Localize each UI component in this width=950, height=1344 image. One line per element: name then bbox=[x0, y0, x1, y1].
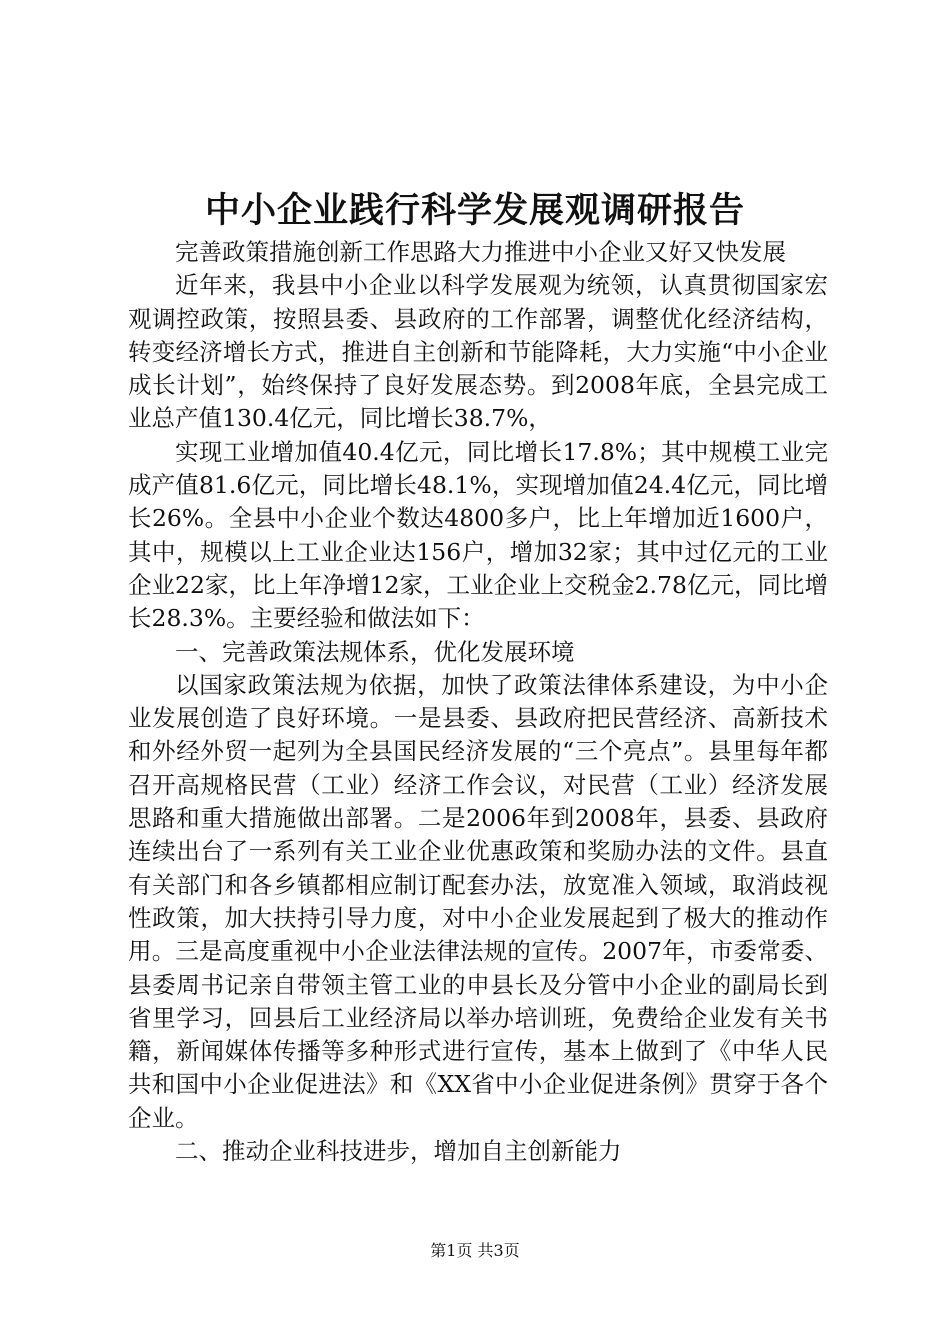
page-number-footer: 第1页 共3页 bbox=[430, 1241, 520, 1260]
section-heading: 一、完善政策法规体系，优化发展环境 bbox=[175, 637, 575, 666]
subtitle-paragraph: 完善政策措施创新工作思路大力推进中小企业又好又快发展 bbox=[175, 238, 786, 266]
section-heading: 二、推动企业科技进步，增加自主创新能力 bbox=[175, 1137, 622, 1166]
body-paragraph: 以国家政策法规为依据，加快了政策法律体系建设，为中小企业发展创造了良好环境。一是县委、县政府把民营经济、高新技术和外经外贸一起列为全县国民经济发展的“三个亮点”。县里每年都召开高规格民营（工业）经济工作会议，对民营（工业）经济发展思路和重大措施做出部署。二是2006年到2008年，县委、县政府连续出台了一系列有关工业企业优惠政策和奖励办法的文件。县直有关部门和各乡镇都相应制订配套办法，放宽准入领域，取消歧视性政策，加大扶持引导力度，对中小企业发展起到了极大的推动作用。三是高度重视中小企业法律法规的宣传。2007年，市委常委、县委周书记亲自带领主管工业的申县长及分管中小企业的副局长到省里学习，回县后工业经济局以举办培训班，免费给企业发有关书籍，新闻媒体传播等多种形式进行宣传，基本上做到了《中华人民共和国中小企业促进法》和《XX省中小企业促进条例》贯穿于各个企业。 bbox=[128, 670, 828, 1132]
body-paragraph: 实现工业增加值40.4亿元，同比增长17.8%；其中规模工业完成产值81.6亿元，同比增长48.1%，实现增加值24.4亿元，同比增长26%。全县中小企业个数达4800多户，比上年增加近1600户，其中，规模以上工业企业达156户，增加32家；其中过亿元的工业企业22家，比上年净增12家，工业企业上交税金2.78亿元，同比增长28.3%。主要经验和做法如下： bbox=[128, 437, 828, 633]
document-body bbox=[128, 236, 828, 1168]
body-paragraph: 近年来，我县中小企业以科学发展观为统领，认真贯彻国家宏观调控政策，按照县委、县政府的工作部署，调整优化经济结构，转变经济增长方式，推进自主创新和节能降耗，大力实施“中小企业成长计划”，始终保持了良好发展态势。到2008年底，全县完成工业总产值130.4亿元，同比增长38.7%， bbox=[128, 271, 828, 433]
document-title: 中小企业践行科学发展观调研报告 bbox=[204, 190, 745, 231]
